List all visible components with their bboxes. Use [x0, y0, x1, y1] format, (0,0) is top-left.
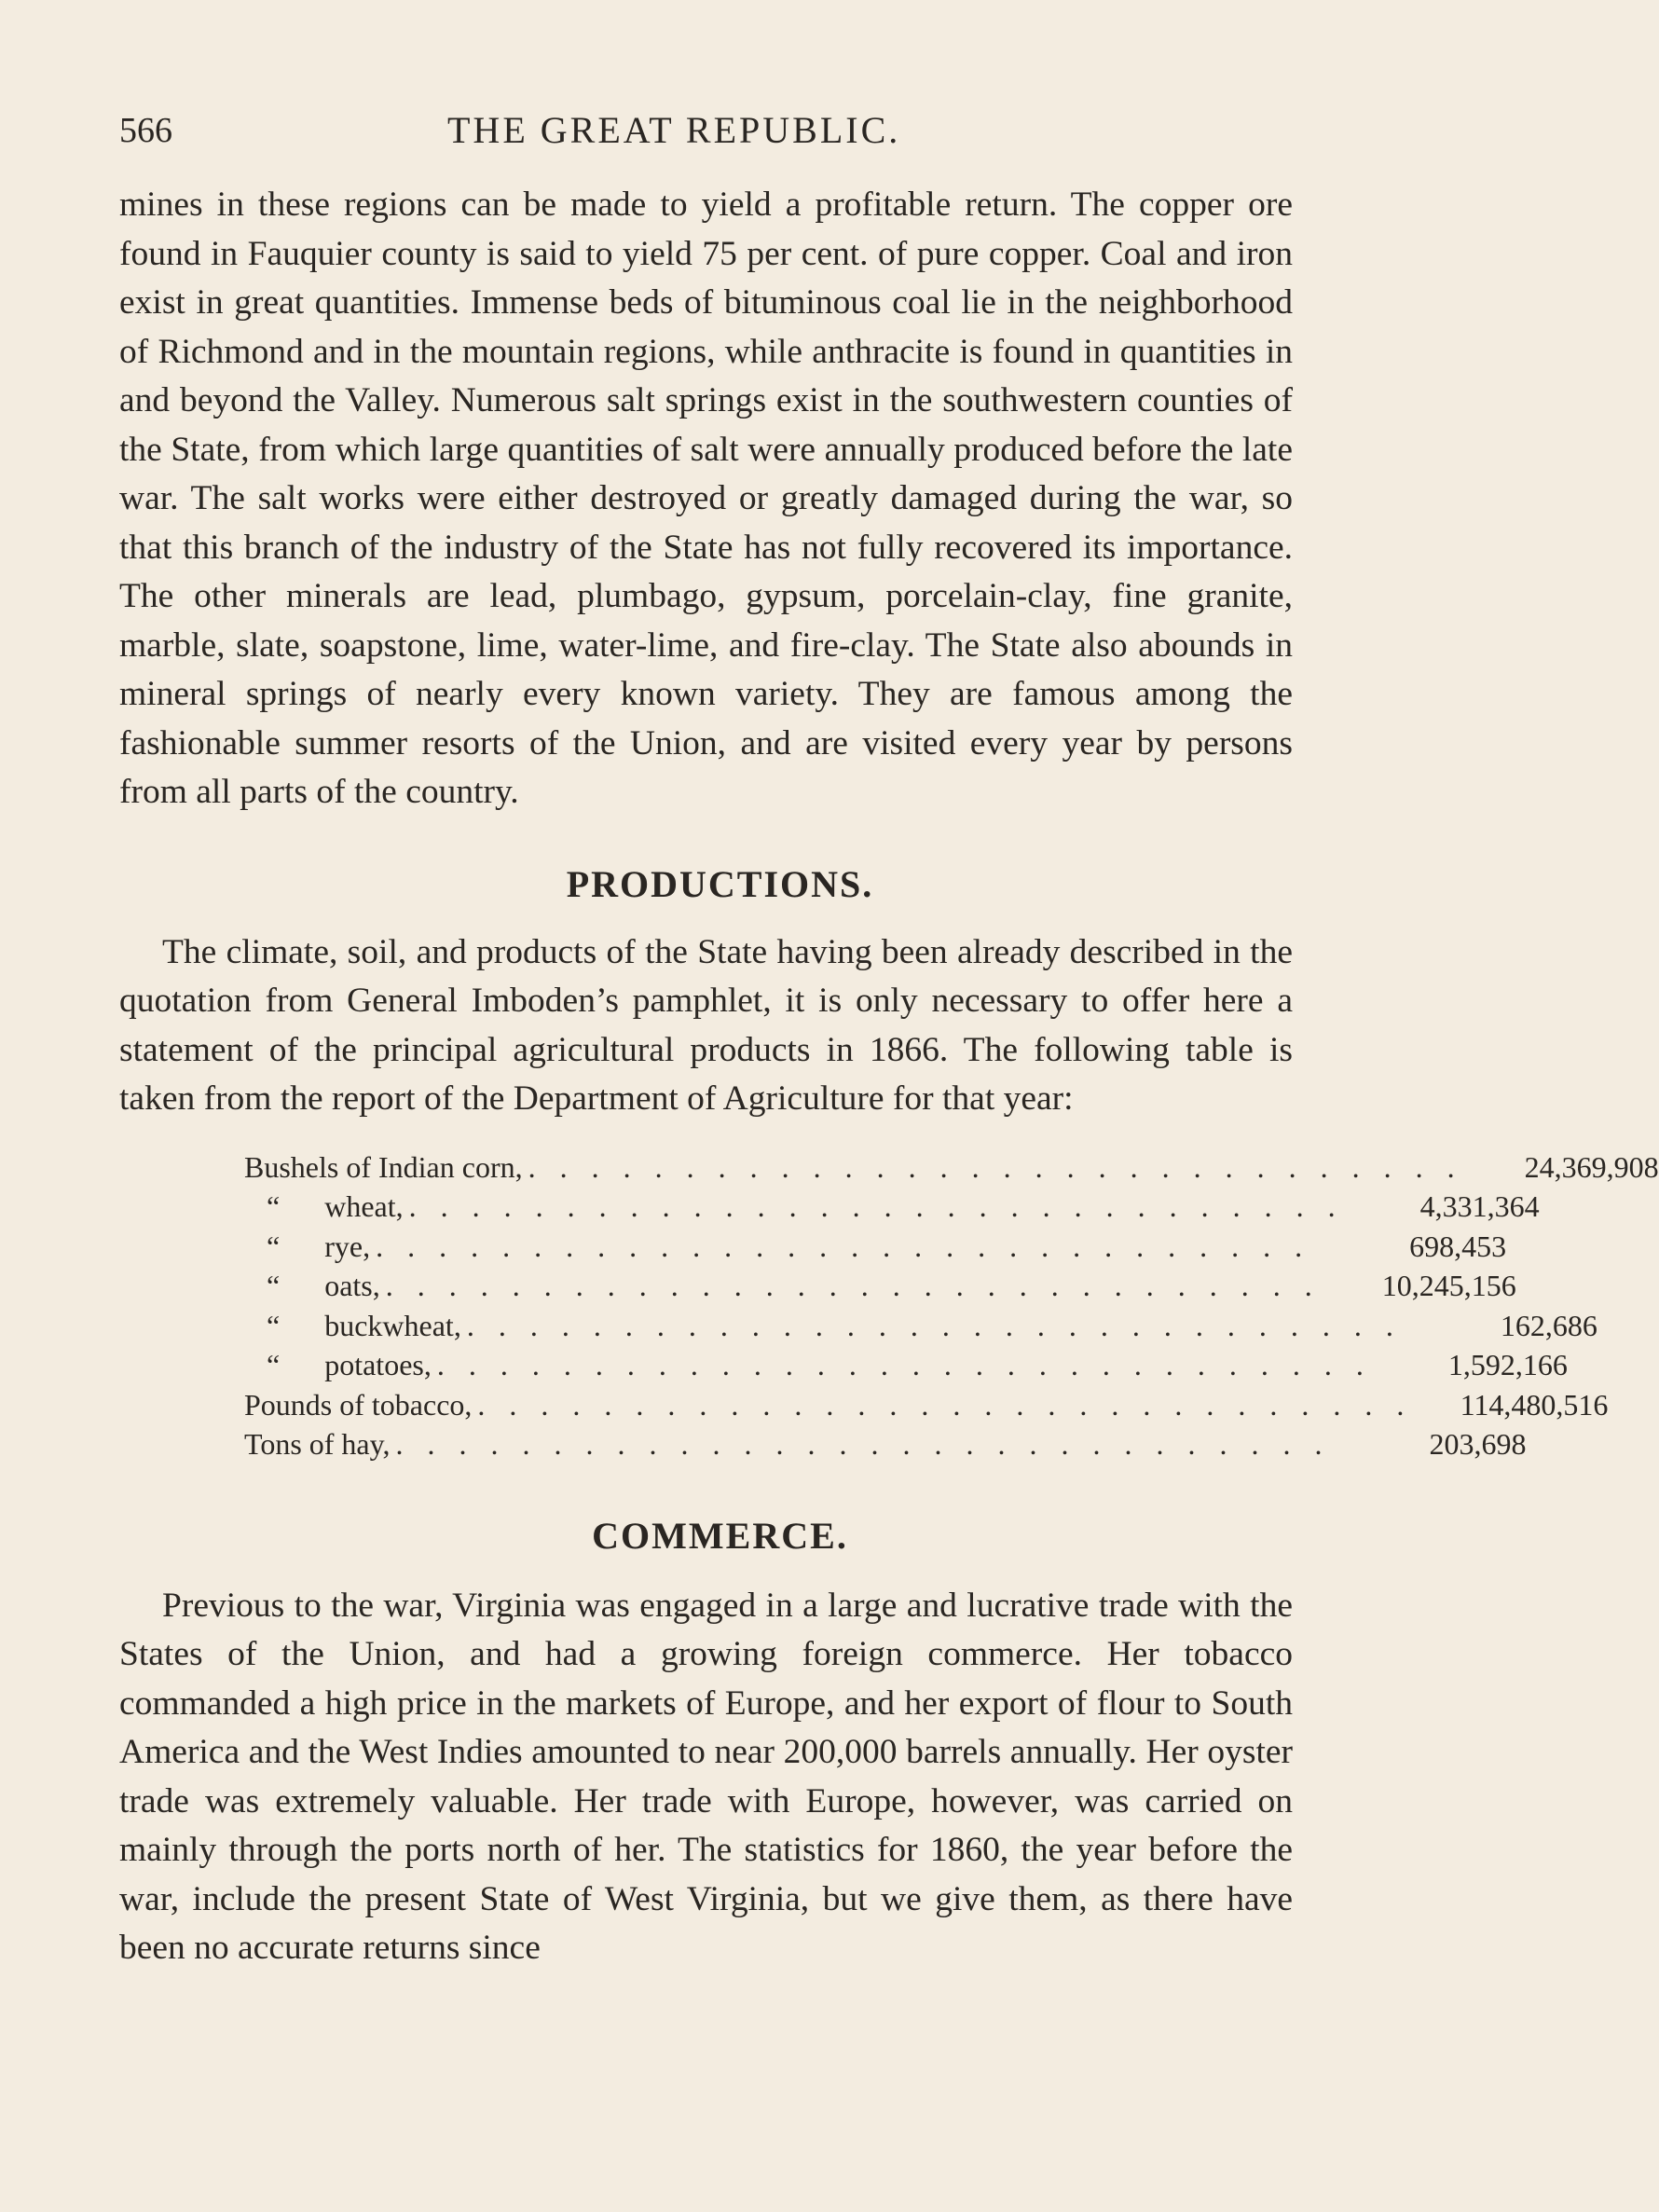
dot-leader: . . . . . . . . . . . . . . . . . . . . . . . . . . . . . . [436, 1348, 1372, 1381]
running-head [119, 104, 1293, 160]
row-label: “ oats, [244, 1269, 380, 1302]
table-row [244, 1229, 1507, 1270]
row-label: “ wheat, [244, 1189, 404, 1223]
row-value: 4,331,364 [1419, 1189, 1540, 1223]
row-label: Tons of hay, [244, 1427, 391, 1461]
table-row [244, 1269, 1516, 1309]
table-row [244, 1427, 1527, 1467]
row-value: 114,480,516 [1460, 1387, 1609, 1422]
row-value: 162,686 [1500, 1308, 1597, 1342]
table-row [244, 1348, 1568, 1388]
dot-leader: . . . . . . . . . . . . . . . . . . . . . . . . . . . . . . [395, 1427, 1331, 1461]
dot-leader: . . . . . . . . . . . . . . . . . . . . . . . . . . . . . . [528, 1149, 1463, 1184]
row-label: “ potatoes, [244, 1348, 432, 1381]
page-number: 566 [119, 111, 172, 150]
row-value: 10,245,156 [1381, 1269, 1516, 1302]
dot-leader: . . . . . . . . . . . . . . . . . . . . . . . . . . . . . . [408, 1189, 1344, 1223]
row-value: 1,592,166 [1447, 1348, 1568, 1381]
production-table [244, 1149, 1659, 1467]
heading-commerce: COMMERCE. [592, 1514, 848, 1557]
row-label: Pounds of tobacco, [244, 1387, 473, 1422]
dot-leader: . . . . . . . . . . . . . . . . . . . . . . . . . . . . . . [385, 1269, 1321, 1302]
row-label: “ buckwheat, [244, 1308, 461, 1342]
paragraph-commerce: Previous to the war, Virginia was engaged in a large and lucrative trade with the States of the Union, and had a growing foreign commerce. Her tobacco commanded a high price in the markets of Europe, and her export of flour to South America and the West Indies amounted to near 200,000 barrels annually. Her oyster trade was extremely valuable. Her trade with Europe, however, was carried on mainly through the ports north of her. The statistics for 1860, the year before the war, include the present State of West Virginia, but we give them, as there have been no accurate returns since [119, 1586, 1293, 1967]
row-label: “ rye, [244, 1229, 371, 1263]
page-title: THE GREAT REPUBLIC. [447, 109, 901, 151]
table-row [244, 1189, 1540, 1230]
dot-leader: . . . . . . . . . . . . . . . . . . . . . . . . . . . . . . [376, 1229, 1311, 1263]
row-value: 698,453 [1409, 1229, 1507, 1263]
paragraph-productions: The climate, soil, and products of the State having been already described in the quotation from General Imboden’s pamphlet, it is only necessary to offer here a statement of the principal agricultural products in 1866. The following table is taken from the report of the Department of Agriculture for that year: [119, 932, 1293, 1118]
paragraph-minerals: mines in these regions can be made to yield a profitable return. The copper ore found in Fauquier county is said to yield 75 per cent. of pure copper. Coal and iron exist in great quantities. Immense beds of bituminous coal lie in the neighborhood of Richmond and in the mountain regions, while anthracite is found in quantities in and beyond the Valley. Numerous salt springs exist in the southwestern counties of the State, from which large quantities of salt were annually produced before the late war. The salt works were either destroyed or greatly damaged during the war, so that this branch of the industry of the State has not fully recovered its importance. The other minerals are lead, plumbago, gypsum, porcelain-clay, fine granite, marble, slate, soapstone, lime, water-lime, and fire-clay. The State also abounds in mineral springs of nearly every known variety. They are famous among the fashionable summer resorts of the Union, and are visited every year by persons from all parts of the country. [119, 185, 1293, 811]
table-row [244, 1308, 1597, 1349]
dot-leader: . . . . . . . . . . . . . . . . . . . . . . . . . . . . . . [477, 1387, 1413, 1422]
row-value: 203,698 [1429, 1427, 1527, 1461]
row-value: 24,369,908 [1524, 1149, 1659, 1184]
row-label: Bushels of Indian corn, [244, 1149, 523, 1184]
table-row [244, 1387, 1609, 1428]
dot-leader: . . . . . . . . . . . . . . . . . . . . . . . . . . . . . . [466, 1308, 1402, 1342]
heading-productions: PRODUCTIONS. [566, 862, 874, 905]
table-row [244, 1149, 1659, 1190]
